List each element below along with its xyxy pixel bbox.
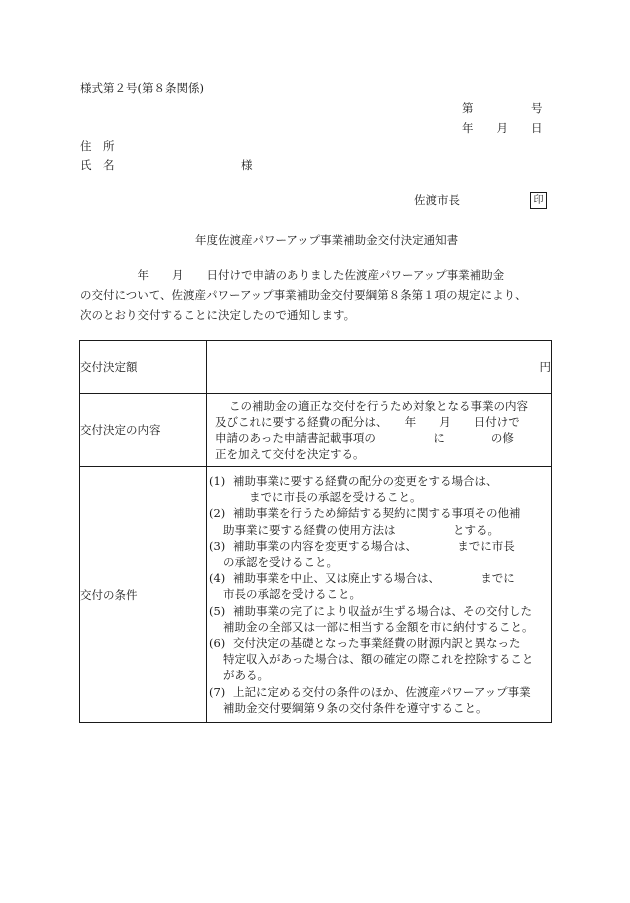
condition-continuation: 特定収入があった場合は、額の確定の際これを控除すること	[223, 652, 534, 667]
conditions-cell	[207, 467, 552, 723]
conditions-label: 交付の条件	[80, 467, 207, 723]
address-label: 住 所	[80, 139, 115, 153]
condition-item	[209, 505, 547, 521]
condition-text: 補助事業に要する経費の配分の変更をする場合は、	[233, 473, 498, 488]
content-line: 及びこれに要する経費の配分は、 年 月 日付けで	[215, 415, 520, 429]
seal-mark: 印	[530, 192, 547, 209]
body-line: の交付について、佐渡産パワーアップ事業補助金交付要綱第８条第１項の規定により、	[80, 288, 527, 302]
condition-text: 上記に定める交付の条件のほか、佐渡産パワーアップ事業	[233, 684, 531, 699]
condition-continuation: までに市長の承認を受けること。	[249, 490, 422, 505]
amount-label: 交付決定額	[80, 341, 207, 394]
condition-continuation: 助事業に要する経費の使用方法は とする。	[223, 522, 499, 537]
name-label: 氏 名 様	[80, 158, 253, 172]
conditions-row	[80, 467, 552, 723]
form-number: 様式第２号(第８条関係)	[80, 81, 204, 95]
amount-unit: 円	[207, 341, 552, 394]
content-line: この補助金の適正な交付を行うため対象となる事業の内容	[229, 399, 528, 413]
decision-table	[79, 340, 552, 723]
document-title: 年度佐渡産パワーアップ事業補助金交付決定通知書	[195, 233, 459, 247]
condition-continuation: の承認を受けること。	[223, 554, 338, 569]
condition-number: (6)	[209, 636, 226, 650]
content-label: 交付決定の内容	[80, 394, 207, 467]
notice-body	[80, 265, 560, 325]
body-line: 年 月 日付けで申請のありました佐渡産パワーアップ事業補助金	[80, 268, 505, 282]
condition-number: (5)	[209, 603, 226, 618]
issue-date: 年 月 日	[462, 121, 543, 135]
condition-item	[209, 603, 547, 619]
condition-item	[209, 473, 547, 489]
condition-number: (1)	[209, 473, 226, 488]
condition-text: 補助事業を行うため締結する契約に関する事項その他補	[233, 506, 521, 521]
condition-continuation: がある。	[223, 668, 269, 683]
document-number: 第 号	[462, 101, 543, 115]
condition-item	[209, 538, 547, 554]
condition-continuation: 補助金の全部又は一部に相当する金額を市に納付すること。	[223, 619, 534, 634]
content-row	[80, 394, 552, 467]
condition-text: 補助事業の完了により収益が生ずる場合は、その交付した	[233, 603, 532, 618]
mayor-label: 佐渡市長	[414, 193, 460, 207]
condition-text: 交付決定の基礎となった事業経費の財源内訳と異なった	[233, 636, 521, 650]
condition-item	[209, 635, 547, 651]
condition-continuation: 市長の承認を受けること。	[223, 587, 361, 602]
content-cell	[207, 394, 552, 467]
condition-number: (2)	[209, 506, 226, 521]
content-line: 申請のあった申請書記載事項の に の修	[215, 431, 514, 445]
amount-row	[80, 341, 552, 394]
condition-number: (4)	[209, 571, 226, 586]
condition-item	[209, 684, 547, 700]
condition-number: (3)	[209, 538, 226, 553]
condition-text: 補助事業を中止、又は廃止する場合は、 までに	[233, 571, 515, 586]
body-line: 次のとおり交付することに決定したので通知します。	[80, 308, 356, 322]
condition-item	[209, 570, 547, 586]
condition-text: 補助事業の内容を変更する場合は、 までに市長	[233, 538, 515, 553]
condition-number: (7)	[209, 684, 226, 699]
condition-continuation: 補助金交付要綱第９条の交付条件を遵守すること。	[223, 700, 488, 715]
content-line: 正を加えて交付を決定する。	[215, 447, 365, 461]
